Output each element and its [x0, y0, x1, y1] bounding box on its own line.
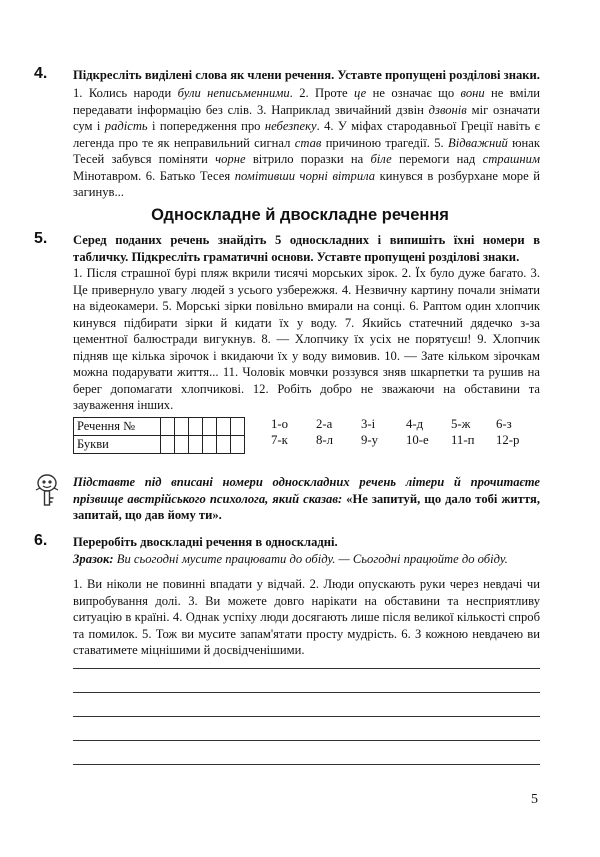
code-item: 12-р — [496, 433, 520, 447]
task-5-number: 5. — [34, 230, 48, 247]
text-run: Мінотавром. 6. Батько Тесея — [73, 168, 235, 183]
code-item: 2-а — [316, 417, 333, 431]
example-label: Зразок: — [73, 552, 114, 566]
code-item: 7-к — [271, 433, 288, 447]
table-cell[interactable] — [217, 436, 231, 454]
highlighted-word: чорне — [215, 152, 246, 166]
hint-text — [73, 474, 540, 524]
task-6-number: 6. — [34, 532, 48, 549]
answer-line[interactable] — [73, 692, 540, 693]
text-run: міг означати сум і — [73, 102, 540, 133]
code-item: 6-з — [496, 417, 512, 431]
text-run: перемоги над — [391, 152, 483, 166]
text-run: кинувся в розбурхане море й загинув... — [73, 168, 540, 199]
code-item: 8-л — [316, 433, 334, 447]
answer-table — [73, 417, 245, 454]
task-4-number: 4. — [34, 65, 48, 82]
highlighted-word: помітивши чорні вітрила — [234, 168, 376, 183]
table-cell[interactable] — [175, 418, 189, 436]
highlighted-word: дзвонів — [428, 102, 467, 117]
task-5-instruction: Серед поданих речень знайдіть 5 односкладних і випишіть їхні номери в табличку. Підкресліть граматичні основи. Уставте пропущені розділові знаки. — [73, 233, 540, 264]
table-label-letters: Букви — [74, 436, 161, 454]
hint-instruction: Підставте під вписані номери односкладних речень літери й прочитаєте прізвище австрійського психолога, який сказав: — [73, 475, 540, 506]
task-4-text — [73, 85, 540, 201]
table-cell[interactable] — [175, 436, 189, 454]
table-cell[interactable] — [231, 436, 245, 454]
table-cell[interactable] — [231, 418, 245, 436]
text-run: юнак Тесей забувся поміняти — [73, 135, 540, 166]
code-item: 3-і — [361, 417, 376, 431]
table-cell[interactable] — [217, 418, 231, 436]
text-run: . 4. У міфах стародавньої Греції навіть є легенда про те як неправильний сигнал — [73, 119, 540, 150]
page-number: 5 — [531, 792, 538, 807]
highlighted-word: став — [294, 135, 322, 150]
code-item: 1-о — [271, 417, 289, 431]
table-label-sentences: Речення № — [74, 418, 161, 436]
highlighted-word: це — [354, 86, 367, 100]
code-item: 9-у — [361, 433, 379, 447]
answer-line[interactable] — [73, 716, 540, 717]
example-text: Ви сьогодні мусите працювати до обіду. — Сьогодні працюйте до обіду. — [116, 552, 508, 566]
answer-line[interactable] — [73, 740, 540, 741]
text-run: . 2. Проте — [289, 86, 355, 100]
highlighted-word: страшним — [482, 152, 540, 166]
table-cell[interactable] — [161, 436, 175, 454]
table-cell[interactable] — [161, 418, 175, 436]
text-run: і попередження про — [147, 119, 265, 133]
table-cell[interactable] — [203, 418, 217, 436]
table-cell[interactable] — [203, 436, 217, 454]
highlighted-word: Відважний — [448, 135, 508, 150]
answer-line[interactable] — [73, 764, 540, 765]
answer-line[interactable] — [73, 668, 540, 669]
key-icon — [32, 474, 62, 508]
table-cell[interactable] — [189, 418, 203, 436]
highlighted-word: радість — [104, 119, 148, 133]
highlighted-word: біле — [370, 152, 392, 166]
text-run: 1. Колись народи — [73, 86, 178, 100]
text-run: причиною трагедії. 5. — [321, 135, 448, 150]
highlighted-word: вони — [460, 86, 485, 100]
letter-codes — [271, 416, 541, 448]
highlighted-word: були неписьменними — [177, 86, 290, 100]
code-item: 4-д — [406, 417, 424, 431]
highlighted-word: небезпеку — [264, 119, 317, 133]
example — [73, 551, 540, 568]
text-run: вітрило поразки на — [245, 152, 371, 166]
task-6-text: 1. Ви ніколи не повинні впадати у відчай. 2. Люди опускають руки через невдачі чи випробування долі. 3. Ви можете довго нарікати на обставини та несприятливу ситуацію в країні. 4. Однак успіху люди досягають лише після великої кількості спроб та помилок. 5. Тож ви мусите запам'ятати просту мудрість. 6. З кожною невдачею ви ставатимете міцнішими й досвідченішими. — [73, 577, 540, 657]
task-6-instruction: Переробіть двоскладні речення в односкладні. — [73, 535, 338, 549]
section-title: Односкладне й двоскладне речення — [151, 206, 449, 224]
task-4-instruction: Підкресліть виділені слова як члени речення. Уставте пропущені розділові знаки. — [73, 68, 540, 82]
text-run: не вміли передавати інформацію без слів. 3. Наприклад звичайний дзвін — [73, 86, 540, 117]
task-5-text: 1. Після страшної бурі пляж вкрили тисячі морських зірок. 2. Їх було дуже багато. 3. Це привернуло увагу людей з усього узбережжя. 4. Незвичну картину почали знімати на відеокамери. 5. Морські зірки повільно вмирали на сонці. 6. Раптом один хлопчик кинувся підбирати зірки й кидати їх у воду. 7. Якийсь статечний дядечко з-за цементної балюстради вигукнув. 8. — Хлопчику їх усіх не порятуєш! 9. Хлопчик підняв ще кілька зірочок і вкидаючи їх у воду вимовив. 10. — Зате кільком зірочкам можна подарувати життя... 11. Чоловік мовчки роззувся зняв шкарпетки та рушив на берег допомагати хлопчикові. 12. Робіть добро не зважаючи на обставини та зауваження інших. — [73, 266, 540, 412]
table-cell[interactable] — [189, 436, 203, 454]
code-item: 10-е — [406, 433, 429, 447]
text-run: не означає що — [366, 86, 461, 100]
code-item: 5-ж — [451, 417, 471, 431]
hint-quote: «Не запитуй, що дало тобі життя, запитай, що дав йому ти». — [73, 491, 540, 522]
code-item: 11-п — [451, 433, 475, 447]
